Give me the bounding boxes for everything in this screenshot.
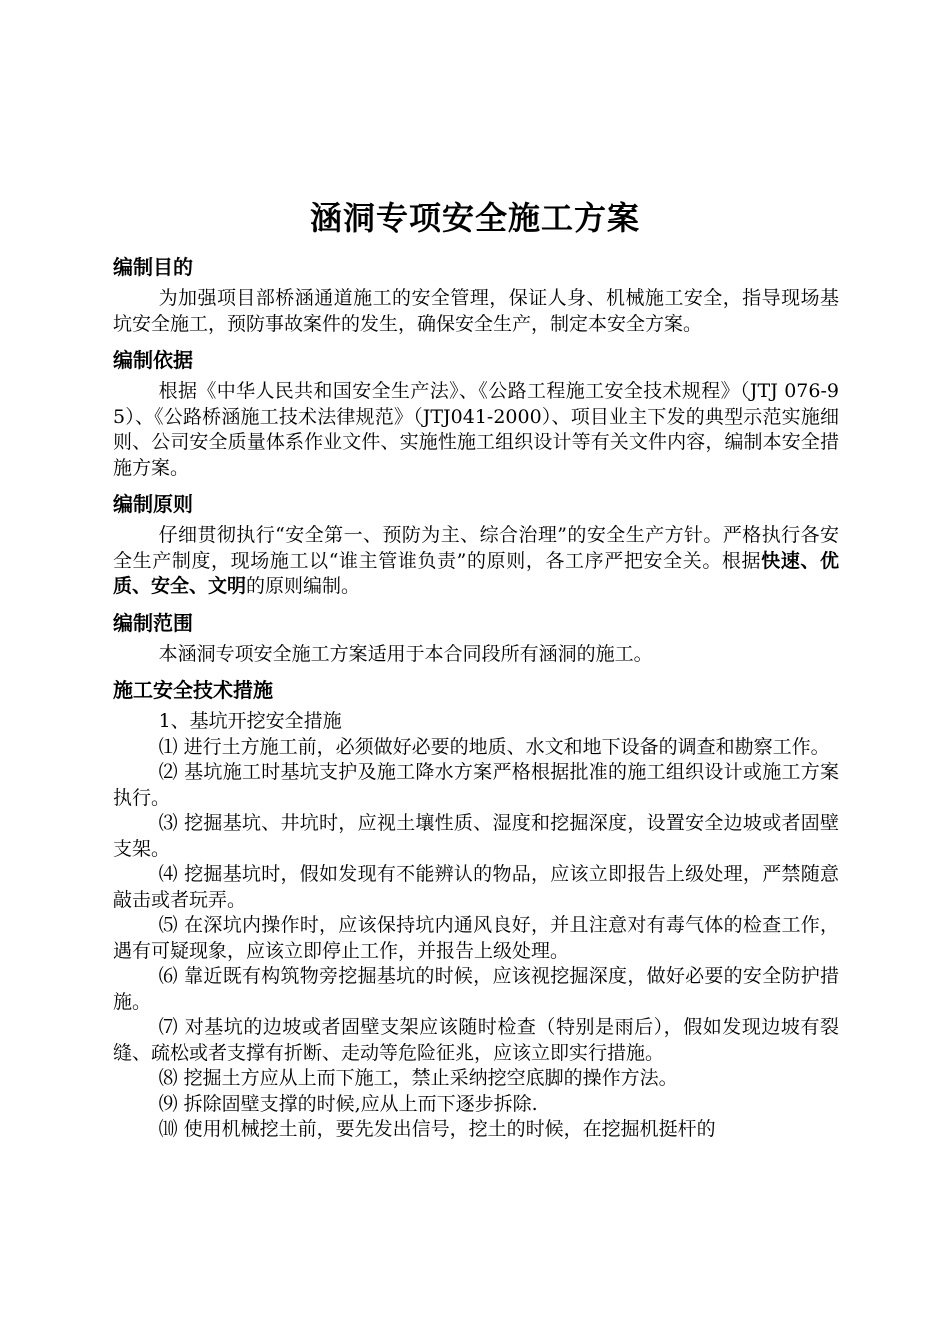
section-text-scope: 本涵洞专项安全施工方案适用于本合同段所有涵洞的施工。 — [158, 642, 653, 665]
measures-subheading: 1、基坑开挖安全措施 — [158, 710, 342, 732]
list-item: ⑼ 拆除固壁支撑的时候,应从上而下逐步拆除. — [158, 1092, 538, 1115]
list-item: ⑺ 对基坑的边坡或者固壁支架应该随时检查（特别是雨后），假如发现边坡有裂缝、疏松或者支撑有折断、走动等危险征兆，应该立即实行措施。 — [113, 1016, 839, 1064]
list-item: ⑹ 靠近既有构筑物旁挖掘基坑的时候，应该视挖掘深度，做好必要的安全防护措施。 — [113, 965, 839, 1013]
section-heading-principles: 编制原则 — [113, 492, 193, 516]
section-text-purpose: 为加强项目部桥涵通道施工的安全管理，保证人身、机械施工安全，指导现场基坑安全施工，预防事故案件的发生，确保安全生产，制定本安全方案。 — [113, 287, 839, 335]
principles-text-bold: 快速、优质、安全、文明 — [113, 549, 839, 597]
principles-text-before: 仔细贯彻执行“安全第一、预防为主、综合治理”的安全生产方针。严格执行各安全生产制度，现场施工以“谁主管谁负责”的原则，各工序严把安全关。根据 — [113, 524, 839, 572]
section-text-principles — [113, 523, 839, 600]
list-item: ⑶ 挖掘基坑、井坑时，应视土壤性质、湿度和挖掘深度，设置安全边坡或者固壁支架。 — [113, 812, 839, 860]
section-heading-purpose: 编制目的 — [113, 255, 193, 279]
section-heading-measures: 施工安全技术措施 — [113, 678, 273, 702]
document-title: 涵洞专项安全施工方案 — [309, 199, 640, 237]
list-item: ⑸ 在深坑内操作时，应该保持坑内通风良好，并且注意对有毒气体的检查工作，遇有可疑现象，应该立即停止工作，并报告上级处理。 — [113, 914, 839, 962]
principles-text-after: 的原则编制。 — [246, 575, 361, 597]
section-heading-scope: 编制范围 — [113, 610, 193, 635]
list-item: ⑴ 进行土方施工前，必须做好必要的地质、水文和地下设备的调查和勘察工作。 — [158, 735, 830, 758]
list-item: ⑽ 使用机械挖土前，要先发出信号，挖土的时候，在挖掘机挺杆的 — [158, 1118, 716, 1140]
document-body — [113, 252, 839, 1143]
list-item: ⑻ 挖掘土方应从上而下施工，禁止采纳挖空底脚的操作方法。 — [158, 1067, 678, 1089]
list-item: ⑷ 挖掘基坑时，假如发现有不能辨认的物品，应该立即报告上级处理，严禁随意敲击或者玩弄。 — [113, 863, 839, 911]
section-text-basis: 根据《中华人民共和国安全生产法》、《公路工程施工安全技术规程》（JTJ 076-95）、《公路桥涵施工技术法律规范》（JTJ041-2000）、项目业主下发的典型示范实施细则、公司安全质量体系作业文件、实施性施工组织设计等有关文件内容，编制本安全措施方案。 — [113, 380, 839, 479]
section-heading-basis: 编制依据 — [113, 348, 193, 372]
list-item: ⑵ 基坑施工时基坑支护及施工降水方案严格根据批准的施工组织设计或施工方案执行。 — [113, 761, 839, 809]
